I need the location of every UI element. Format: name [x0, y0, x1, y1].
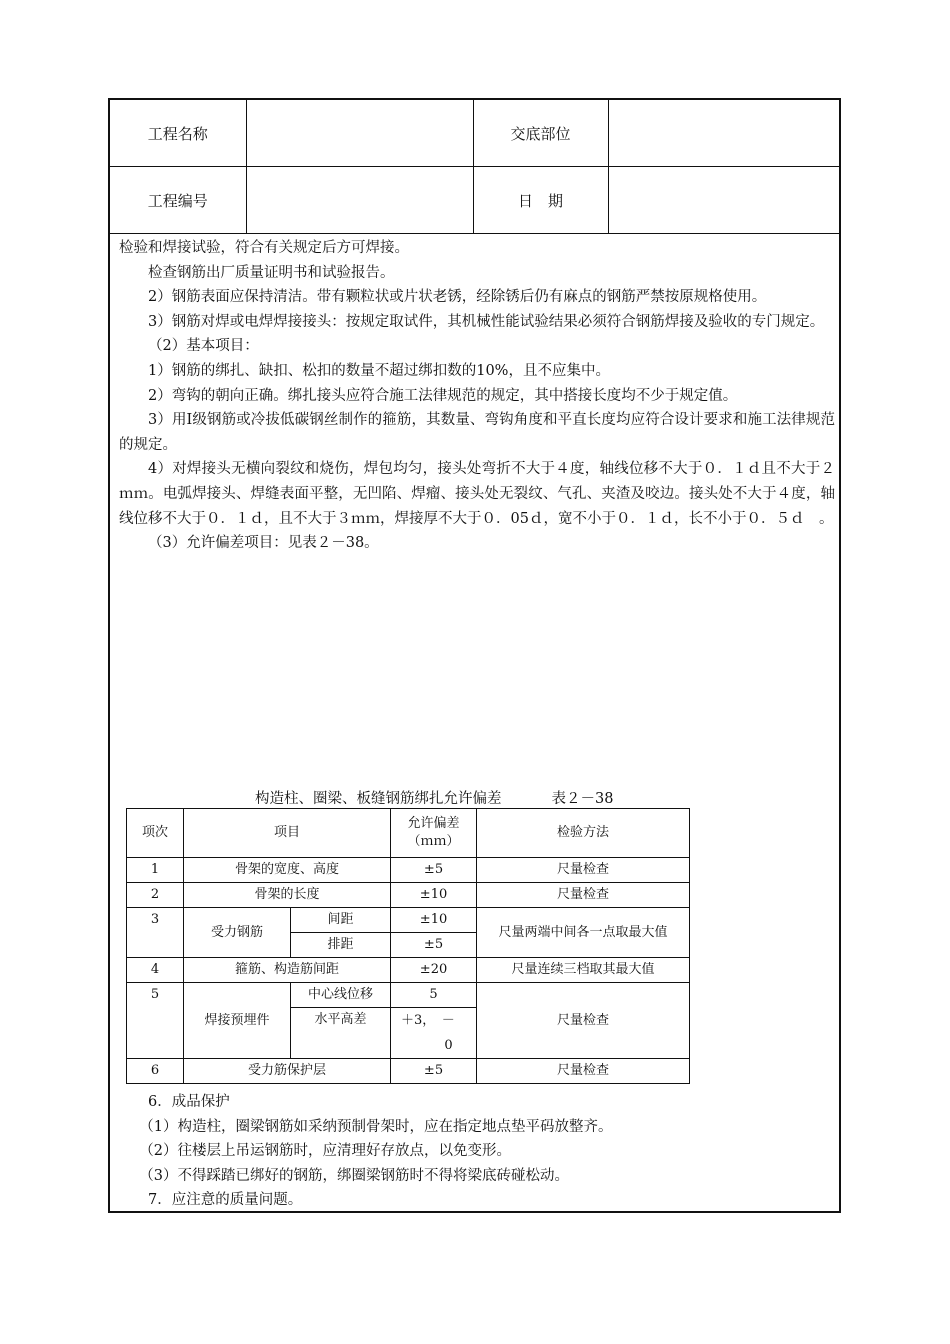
header-tolerance [391, 809, 477, 858]
cell-no: 3 [127, 908, 184, 958]
cell-tolerance: ±5 [391, 933, 477, 958]
paragraph: 3）用Ⅰ级钢筋或冷拔低碳钢丝制作的箍筋，其数量、弯钩角度和平直长度均应符合设计要求和施工法律规范的规定。 [119, 412, 835, 453]
cell-no: 2 [127, 883, 184, 908]
cell-no: 5 [127, 983, 184, 1059]
body-text [119, 236, 835, 556]
cell-tolerance: 5 [391, 983, 477, 1008]
tolerance-table [126, 808, 690, 1084]
date-label: 日 期 [473, 167, 608, 234]
project-name-value [246, 100, 473, 167]
table-title: 构造柱、圈梁、板缝钢筋绑扎允许偏差 [255, 791, 502, 807]
paragraph: （2）往楼层上吊运钢筋时，应清理好存放点，以免变形。 [139, 1143, 512, 1160]
paragraph: 检查钢筋出厂质量证明书和试验报告。 [148, 264, 395, 281]
cell-method: 尺量检查 [477, 1059, 690, 1084]
section-heading: 6．成品保护 [148, 1094, 230, 1110]
cell-item: 骨架的宽度、高度 [184, 858, 391, 883]
paragraph: （3）允许偏差项目：见表２－38。 [148, 535, 379, 552]
cell-method: 尺量两端中间各一点取最大值 [477, 908, 690, 958]
paragraph: 1）钢筋的绑扎、缺扣、松扣的数量不超过绑扣数的10%，且不应集中。 [148, 362, 610, 379]
cell-tolerance: ±10 [391, 883, 477, 908]
cell-item: 受力钢筋 [184, 908, 291, 958]
cell-item: 焊接预埋件 [184, 983, 291, 1059]
table-row [127, 858, 690, 883]
table-row [127, 983, 690, 1008]
table-caption [255, 787, 613, 808]
cell-tolerance: ±10 [391, 908, 477, 933]
cell-subitem: 间距 [291, 908, 391, 933]
table-row [127, 1059, 690, 1084]
header-tolerance-line2: （ｍｍ） [407, 834, 460, 849]
project-name-label: 工程名称 [110, 100, 246, 167]
paragraph: 检验和焊接试验，符合有关规定后方可焊接。 [119, 240, 409, 256]
paragraph: 2）弯钩的朝向正确。绑扎接头应符合施工法律规范的规定，其中搭接长度均不少于规定值。 [148, 387, 738, 404]
cell-subitem: 中心线位移 [291, 983, 391, 1008]
cell-no: 1 [127, 858, 184, 883]
header-tolerance-line1: 允许偏差 [407, 816, 460, 831]
cell-tolerance: ±5 [391, 858, 477, 883]
cell-method: 尺量检查 [477, 858, 690, 883]
table-row [127, 908, 690, 933]
tolerance-line1: ＋3， － [401, 1013, 455, 1028]
tolerance-line2: 0 [444, 1038, 453, 1053]
cell-item: 骨架的长度 [184, 883, 391, 908]
project-no-value [246, 167, 473, 234]
cell-subitem: 排距 [291, 933, 391, 958]
document-frame [108, 98, 841, 1213]
table-header-row [127, 809, 690, 858]
cell-method: 尺量检查 [477, 983, 690, 1059]
table-number: 表２－38 [551, 791, 614, 807]
cell-item: 受力筋保护层 [184, 1059, 391, 1084]
paragraph: （2）基本项目： [148, 338, 259, 355]
cell-no: 6 [127, 1059, 184, 1084]
paragraph: 2）钢筋表面应保持清洁。带有颗粒状或片状老锈，经除锈后仍有麻点的钢筋严禁按原规格使用。 [148, 289, 767, 306]
paragraph: （1）构造柱，圈梁钢筋如采纳预制骨架时，应在指定地点垫平码放整齐。 [139, 1118, 613, 1135]
cell-method: 尺量检查 [477, 883, 690, 908]
cell-item: 箍筋、构造筋间距 [184, 958, 391, 983]
cell-method: 尺量连续三档取其最大值 [477, 958, 690, 983]
paragraph: （3）不得踩踏已绑好的钢筋，绑圈梁钢筋时不得将梁底砖碰松动。 [139, 1167, 570, 1184]
after-text [119, 1090, 835, 1213]
section-heading: 7．应注意的质量问题。 [148, 1192, 303, 1209]
paragraph: 4）对焊接头无横向裂纹和烧伤，焊包均匀，接头处弯折不大于４度，轴线位移不大于０．１ｄ且不大于２ｍｍ。电弧焊接头、焊缝表面平整，无凹陷、焊瘤、接头处无裂纹、气孔、夹渣及咬边。接头处不大于４度，轴线位移不大于０．１ｄ，且不大于３ｍｍ，焊接厚不大于０．05ｄ，宽不小于０．１ｄ，长不小于０．５ｄ 。 [119, 461, 835, 527]
cell-subitem: 水平高差 [291, 1008, 391, 1059]
header-no: 项次 [127, 809, 184, 858]
cell-no: 4 [127, 958, 184, 983]
part-value [608, 100, 839, 167]
header-table [110, 100, 839, 234]
table-row [127, 958, 690, 983]
paragraph: 3）钢筋对焊或电焊焊接接头：按规定取试件，其机械性能试验结果必须符合钢筋焊接及验收的专门规定。 [148, 313, 825, 330]
cell-tolerance [391, 1008, 477, 1059]
cell-tolerance: ±5 [391, 1059, 477, 1084]
cell-tolerance: ±20 [391, 958, 477, 983]
part-label: 交底部位 [473, 100, 608, 167]
table-row [127, 883, 690, 908]
project-no-label: 工程编号 [110, 167, 246, 234]
header-item: 项目 [184, 809, 391, 858]
date-value [608, 167, 839, 234]
header-method: 检验方法 [477, 809, 690, 858]
